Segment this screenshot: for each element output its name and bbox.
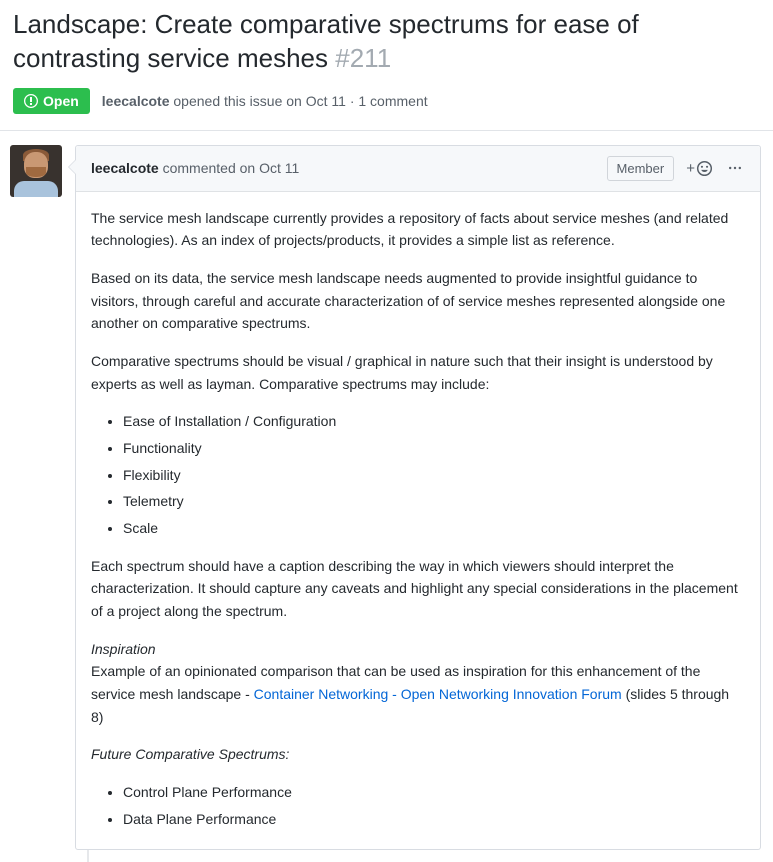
comment-paragraph: Each spectrum should have a caption describing the way in which viewers should interpret the characterization. It should capture any caveats and highlight any special considerations in the placement of a project along the spectrum. [91, 557, 738, 620]
smiley-icon [696, 160, 713, 177]
list-item: • Telemetry [123, 490, 745, 513]
future-spectrum-list [91, 781, 745, 830]
issue-meta-action: opened this issue on Oct 11 [173, 92, 346, 109]
inspiration-text-after: (slides 5 through 8) [91, 686, 730, 725]
list-item: • Scale [123, 517, 745, 540]
issue-header [0, 0, 773, 130]
comment-paragraph-future [91, 743, 745, 766]
list-item: • Control Plane Performance [123, 781, 745, 804]
issue-title-text: Landscape: Create comparative spectrums for ease of contrasting service meshes [13, 9, 639, 73]
future-spectrums-label: Future Comparative Spectrums: [91, 746, 290, 763]
issue-meta-row [13, 88, 760, 130]
add-reaction-button[interactable] [684, 158, 715, 179]
issue-meta-separator: · [349, 92, 355, 109]
issue-opened-icon [24, 93, 38, 109]
comment-paragraph: Comparative spectrums should be visual / graphical in nature such that their insight is understood by experts as well as layman. Comparative spectrums may include: [91, 353, 713, 392]
issue-number: #211 [335, 42, 392, 73]
issue-state-label: Open [43, 92, 79, 109]
discussion-timeline [0, 131, 773, 862]
comment-header-actions [607, 156, 745, 181]
inspiration-label: Inspiration [91, 640, 156, 657]
comment-header-text [91, 160, 299, 176]
list-item: • Ease of Installation / Configuration [123, 410, 745, 433]
container-networking-link[interactable]: Container Networking - Open Networking Innovation Forum [253, 686, 622, 703]
comment-card [75, 145, 761, 851]
comment-paragraph: Based on its data, the service mesh landscape needs augmented to provide insightful guidance to visitors, through careful and accurate characterization of of service meshes represented alongside one another on comparative spectrums. [91, 270, 726, 332]
timeline-connector-line [87, 850, 89, 862]
list-item: • Functionality [123, 437, 745, 460]
spectrum-list [91, 410, 745, 539]
plus-icon: + [686, 159, 695, 177]
kebab-menu-button[interactable] [725, 159, 745, 177]
comment-author-link[interactable]: leecalcote [91, 160, 159, 177]
comment-paragraph-inspiration [91, 638, 745, 729]
issue-comment-count: 1 comment [358, 92, 428, 109]
comment-header [76, 146, 760, 192]
avatar-art [14, 181, 58, 197]
page-title [13, 8, 760, 76]
avatar[interactable] [10, 145, 62, 197]
list-item: • Flexibility [123, 464, 745, 487]
comment-body [76, 192, 760, 850]
issue-author-link[interactable]: leecalcote [101, 92, 170, 109]
issue-state-badge [13, 88, 90, 114]
inspiration-text: Example of an opinionated comparison that can be used as inspiration for this enhancement of the service mesh landscape - [91, 663, 701, 703]
comment-paragraph: The service mesh landscape currently provides a repository of facts about service meshes (and related technologies). As an index of projects/products, it provides a simple list as reference. [91, 209, 729, 249]
avatar-art [26, 167, 46, 177]
kebab-horizontal-icon [727, 161, 743, 175]
comment-header-action: commented on Oct 11 [162, 160, 300, 177]
member-badge: Member [607, 156, 675, 181]
issue-meta-text [102, 93, 428, 109]
list-item: • Data Plane Performance [123, 808, 745, 831]
